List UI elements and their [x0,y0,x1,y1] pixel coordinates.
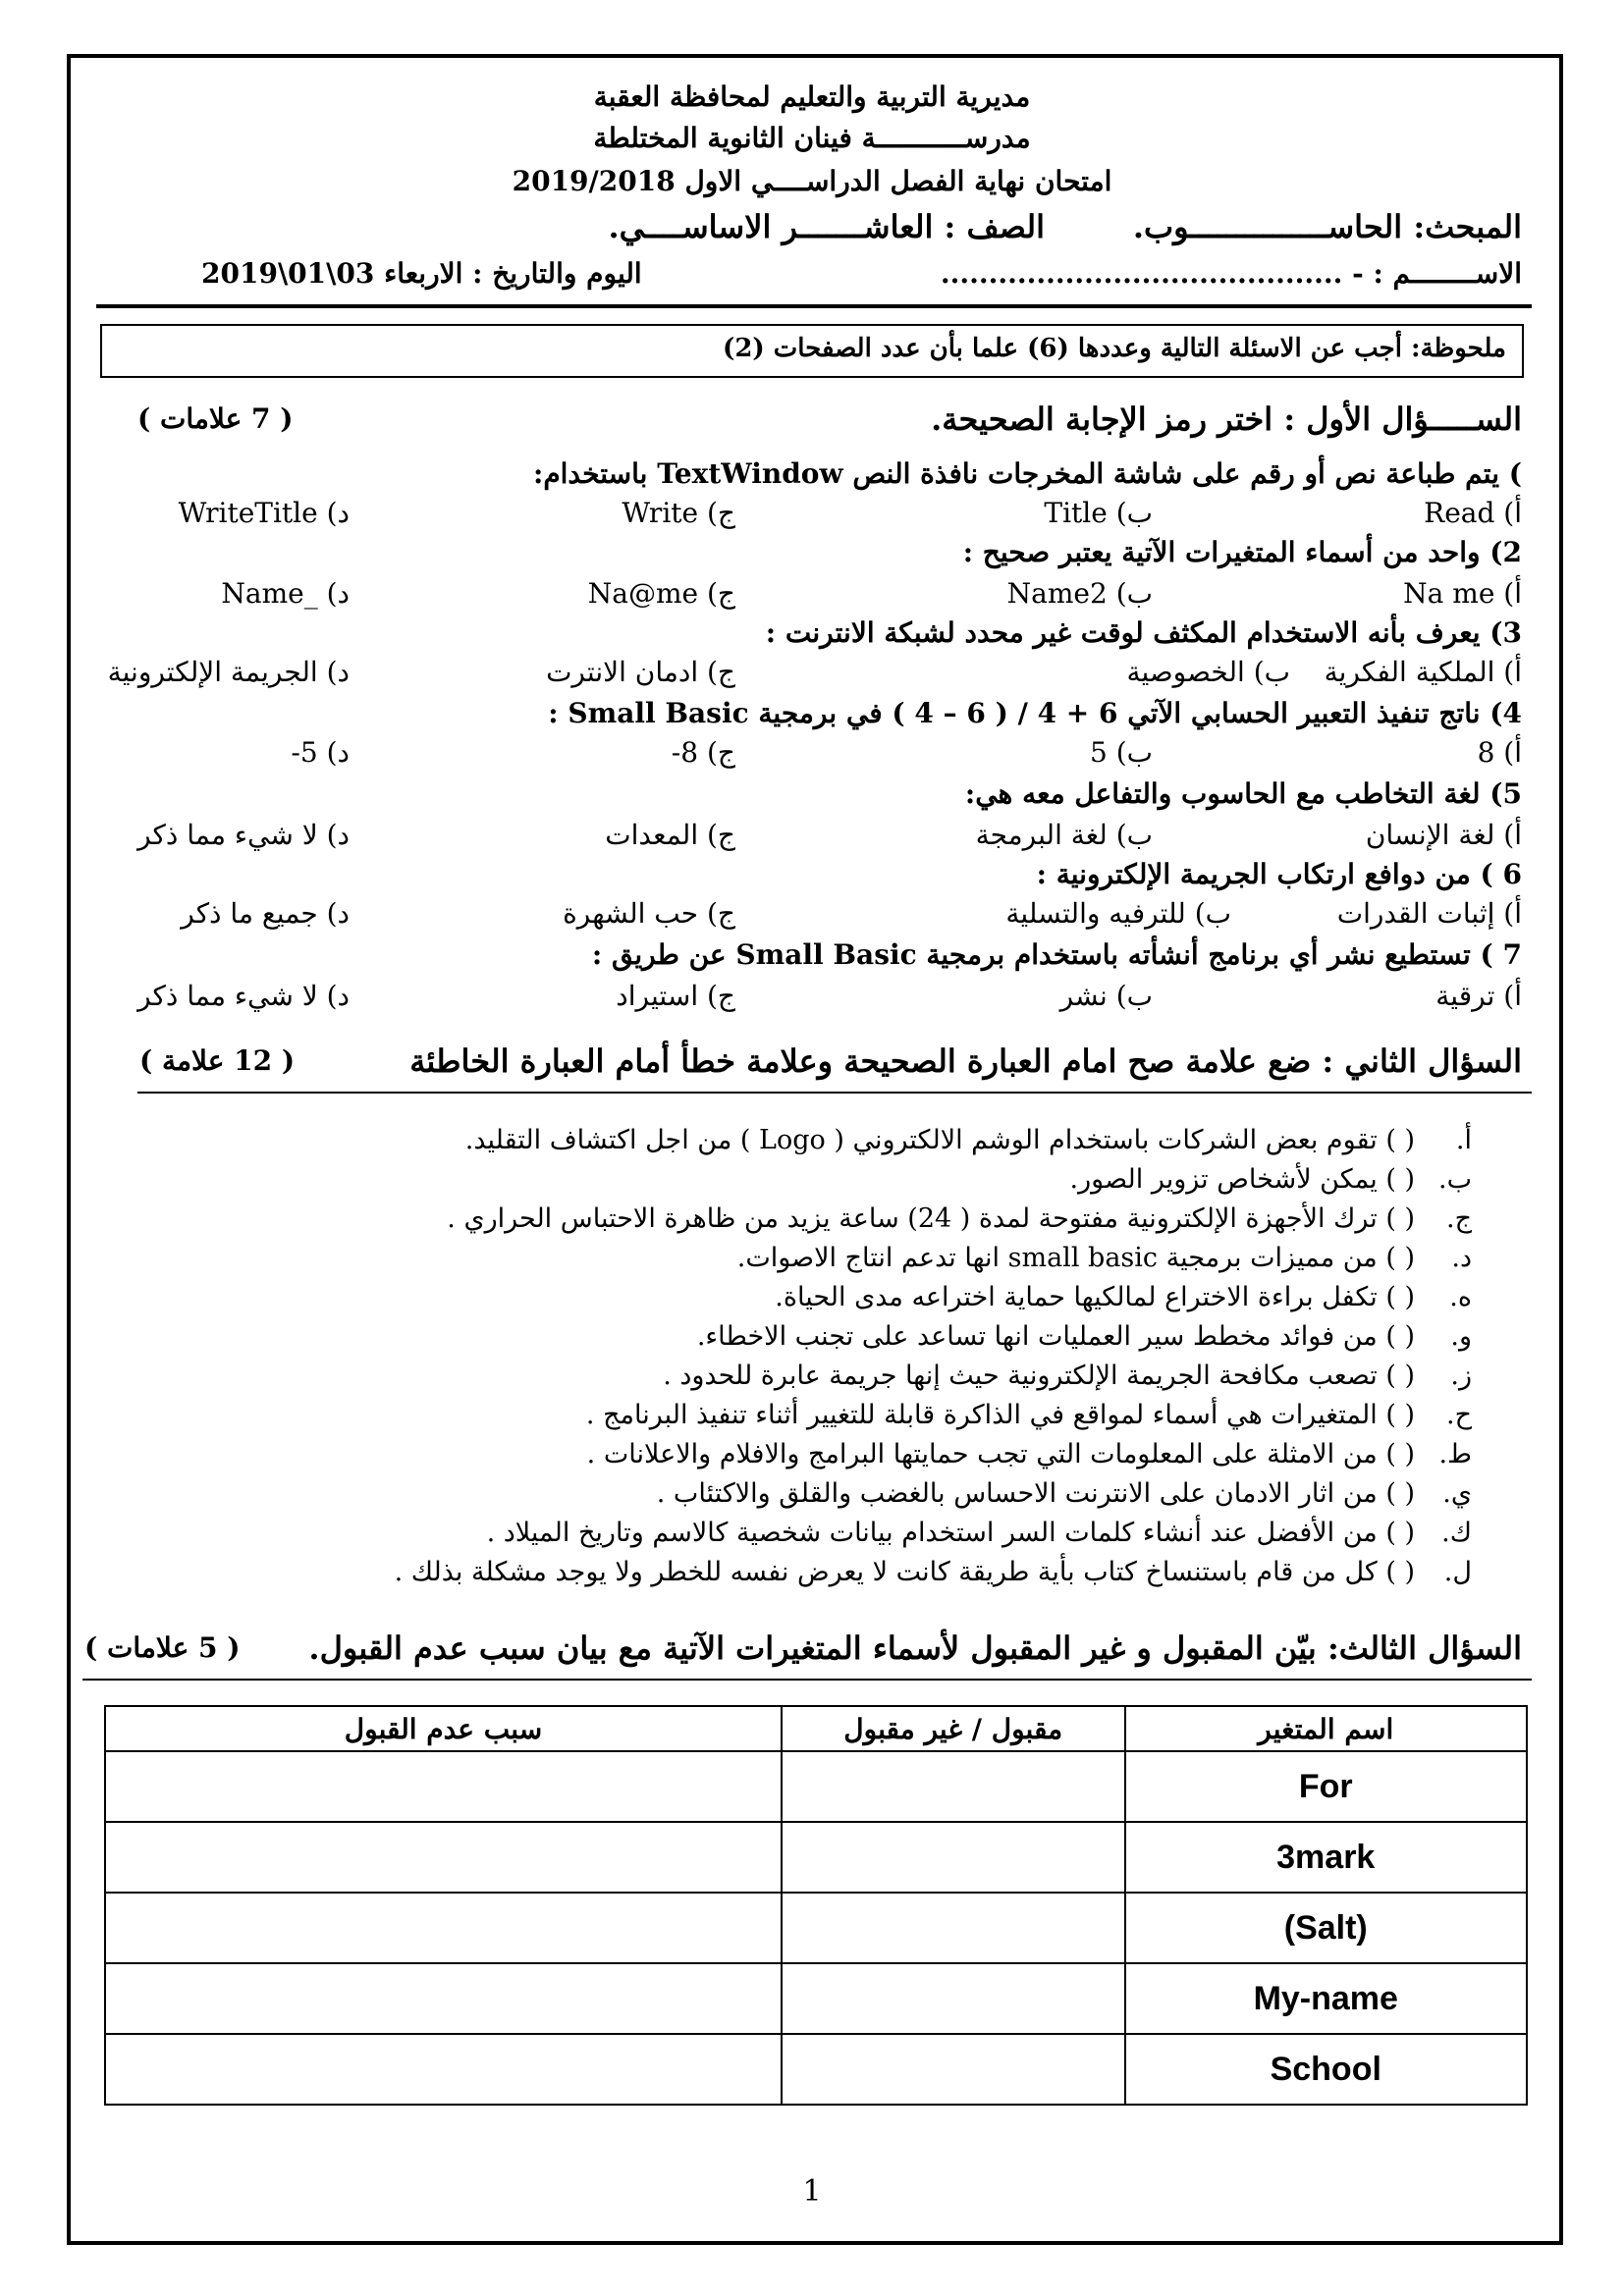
q3-divider [82,1679,1532,1681]
q1-item-7-stem: 7 ) تستطيع نشر أي برنامج أنشأته باستخدام برمجية Small Basic عن طريق : [591,938,1522,971]
q1-item-1-opt-c: ج) Write [622,497,735,529]
q1-item-5-opt-d: د) لا شيء مما ذكر [137,819,350,851]
accepted-answer-cell[interactable] [782,1751,1125,1822]
variable-name-cell: School [1125,2034,1528,2105]
variable-name-cell: My-name [1125,1963,1528,2034]
q2-item-letter: ج. [1445,1203,1472,1234]
header-exam-title: امتحان نهاية الفصل الدراســــي الاول 2019/2018 [512,165,1112,197]
q2-item-text[interactable]: ( ) يمكن لأشخاص تزوير الصور. [1069,1164,1415,1195]
q2-item-letter: ي. [1442,1478,1472,1509]
grade-label: الصف : العاشـــــــر الاساســــي. [608,208,1045,245]
accepted-answer-cell[interactable] [782,2034,1125,2105]
reason-answer-cell[interactable] [105,2034,782,2105]
q1-item-7-opt-a: أ) ترقية [1435,980,1522,1012]
table-row [105,1822,1527,1893]
q2-item-letter: ز. [1450,1361,1472,1391]
reason-answer-cell[interactable] [105,1751,782,1822]
q1-item-6-opt-a: أ) إثبات القدرات [1336,897,1522,930]
note-text: ملحوظة: أجب عن الاسئلة التالية وعددها (6) علما بأن عدد الصفحات (2) [723,334,1506,363]
header-school: مدرســـــــــــة فينان الثانوية المختلطة [593,122,1031,154]
q2-item-letter: ل. [1443,1557,1472,1587]
q1-item-4-opt-b: ب) 5 [1089,736,1153,769]
q1-item-3-opt-b: ب) الخصوصية [1126,656,1290,688]
q2-divider [137,1092,1532,1094]
q2-marks: ( 12 علامة ) [139,1044,296,1077]
q2-item-letter: أ. [1455,1125,1472,1155]
q1-item-2-stem: 2) واحد من أسماء المتغيرات الآتية يعتبر صحيح : [962,536,1522,568]
q1-item-6-stem: 6 ) من دوافع ارتكاب الجريمة الإلكترونية : [1036,858,1522,890]
column-header-accepted: مقبول / غير مقبول [782,1706,1125,1751]
q1-item-4-opt-d: د) 5- [291,736,350,769]
q1-item-2-opt-a: أ) Na me [1403,577,1522,610]
subject-label: المبحث: الحاســـــــــــــــوب. [1132,208,1522,245]
q1-item-5-opt-a: أ) لغة الإنسان [1365,819,1522,851]
q1-item-7-opt-b: ب) نشر [1059,980,1153,1012]
header-directorate: مديرية التربية والتعليم لمحافظة العقبة [593,80,1031,113]
q1-item-4-stem: 4) ناتج تنفيذ التعبير الحسابي الآتي 6 + 4 / ( 6 – 4 ) في برمجية Small Basic : [548,697,1522,729]
q1-item-3-stem: 3) يعرف بأنه الاستخدام المكثف لوقت غير محدد لشبكة الانترنت : [765,616,1522,649]
q1-item-3-opt-a: أ) الملكية الفكرية [1324,656,1522,688]
q2-item-letter: ح. [1445,1400,1472,1430]
column-header-reason: سبب عدم القبول [105,1706,782,1751]
q1-item-5-opt-b: ب) لغة البرمجة [975,819,1153,851]
q1-item-5-stem: 5) لغة التخاطب مع الحاسوب والتفاعل معه هي: [964,777,1522,810]
q1-item-6-opt-c: ج) حب الشهرة [563,897,735,930]
q1-marks: ( 7 علامات ) [137,402,294,435]
q1-item-6-opt-d: د) جميع ما ذكر [181,897,350,930]
q1-item-1-opt-b: ب) Title [1044,497,1153,529]
table-header-row [105,1706,1527,1751]
q1-item-1-stem: ) يتم طباعة نص أو رقم على شاشة المخرجات نافذة النص TextWindow باستخدام: [532,457,1522,490]
q1-item-4-opt-c: ج) 8- [671,736,735,769]
q2-item-letter: ه. [1449,1282,1472,1312]
q1-item-3-opt-d: د) الجريمة الإلكترونية [107,656,350,688]
accepted-answer-cell[interactable] [782,1963,1125,2034]
reason-answer-cell[interactable] [105,1963,782,2034]
table-row [105,1963,1527,2034]
student-name-field: الاســــــــم : - .......................................... [940,257,1522,290]
variable-name-cell: 3mark [1125,1822,1528,1893]
q1-item-2-opt-c: ج) Na@me [587,577,735,610]
q1-title: الســـــؤال الأول : اختر رمز الإجابة الصحيحة. [931,400,1522,438]
q2-item-letter: ب. [1437,1164,1472,1195]
q2-item-text[interactable]: ( ) من فوائد مخطط سير العمليات انها تساعد على تجنب الاخطاء. [696,1321,1415,1352]
variables-table [104,1705,1528,2106]
page-number: 1 [802,2174,822,2209]
reason-answer-cell[interactable] [105,1822,782,1893]
accepted-answer-cell[interactable] [782,1822,1125,1893]
q1-item-2-opt-d: د) _Name [221,577,350,610]
q1-item-1-opt-d: د) WriteTitle [178,497,350,529]
q2-item-text[interactable]: ( ) من الامثلة على المعلومات التي تجب حمايتها البرامج والافلام والاعلانات . [586,1439,1415,1469]
q2-item-text[interactable]: ( ) تقوم بعض الشركات باستخدام الوشم الالكتروني ( Logo ) من اجل اكتشاف التقليد. [464,1125,1415,1155]
q1-item-4-opt-a: أ) 8 [1477,736,1522,769]
exam-date: اليوم والتاريخ : الاربعاء 03\01\2019 [201,257,642,290]
q1-item-5-opt-c: ج) المعدات [605,819,735,851]
q2-item-letter: و. [1450,1321,1472,1352]
q2-item-text[interactable]: ( ) تصعب مكافحة الجريمة الإلكترونية حيث إنها جريمة عابرة للحدود . [663,1361,1415,1391]
q2-item-text[interactable]: ( ) من اثار الادمان على الانترنت الاحساس بالغضب والقلق والاكتئاب . [656,1478,1415,1509]
q2-item-letter: ط. [1438,1439,1472,1469]
accepted-answer-cell[interactable] [782,1893,1125,1963]
q1-item-2-opt-b: ب) Name2 [1006,577,1153,610]
q1-item-7-opt-c: ج) استيراد [616,980,735,1012]
q2-item-text[interactable]: ( ) المتغيرات هي أسماء لمواقع في الذاكرة قابلة للتغيير أثناء تنفيذ البرنامج . [585,1400,1415,1430]
q3-marks: ( 5 علامات ) [84,1631,241,1664]
q1-item-1-opt-a: أ) Read [1424,497,1522,529]
q2-item-text[interactable]: ( ) من الأفضل عند أنشاء كلمات السر استخدام بيانات شخصية كالاسم وتاريخ الميلاد . [486,1518,1415,1548]
q2-title: السؤال الثاني : ضع علامة صح امام العبارة الصحيحة وعلامة خطأ أمام العبارة الخاطئة [409,1042,1522,1080]
q2-item-letter: ك. [1441,1518,1472,1548]
column-header-variable-name: اسم المتغير [1125,1706,1528,1751]
variable-name-cell: For [1125,1751,1528,1822]
table-row [105,2034,1527,2105]
q2-item-text[interactable]: ( ) تكفل براءة الاختراع لمالكيها حماية اختراعه مدى الحياة. [775,1282,1415,1312]
q2-item-text[interactable]: ( ) ترك الأجهزة الإلكترونية مفتوحة لمدة ( 24) ساعة يزيد من ظاهرة الاحتباس الحراري . [447,1203,1415,1234]
q2-item-text[interactable]: ( ) من مميزات برمجية small basic انها تدعم انتاج الاصوات. [736,1243,1415,1273]
q2-item-letter: د. [1451,1243,1472,1273]
variable-name-cell: (Salt) [1125,1893,1528,1963]
q3-title: السؤال الثالث: بيّن المقبول و غير المقبول لأسماء المتغيرات الآتية مع بيان سبب عدم القبول. [308,1629,1522,1667]
q1-item-3-opt-c: ج) ادمان الانترت [546,656,735,688]
q1-item-6-opt-b: ب) للترفيه والتسلية [1005,897,1231,930]
header-divider [96,304,1532,308]
reason-answer-cell[interactable] [105,1893,782,1963]
q1-item-7-opt-d: د) لا شيء مما ذكر [137,980,350,1012]
table-row [105,1751,1527,1822]
q2-item-text[interactable]: ( ) كل من قام باستنساخ كتاب بأية طريقة كانت لا يعرض نفسه للخطر ولا يوجد مشكلة بذلك . [394,1557,1415,1587]
table-row [105,1893,1527,1963]
